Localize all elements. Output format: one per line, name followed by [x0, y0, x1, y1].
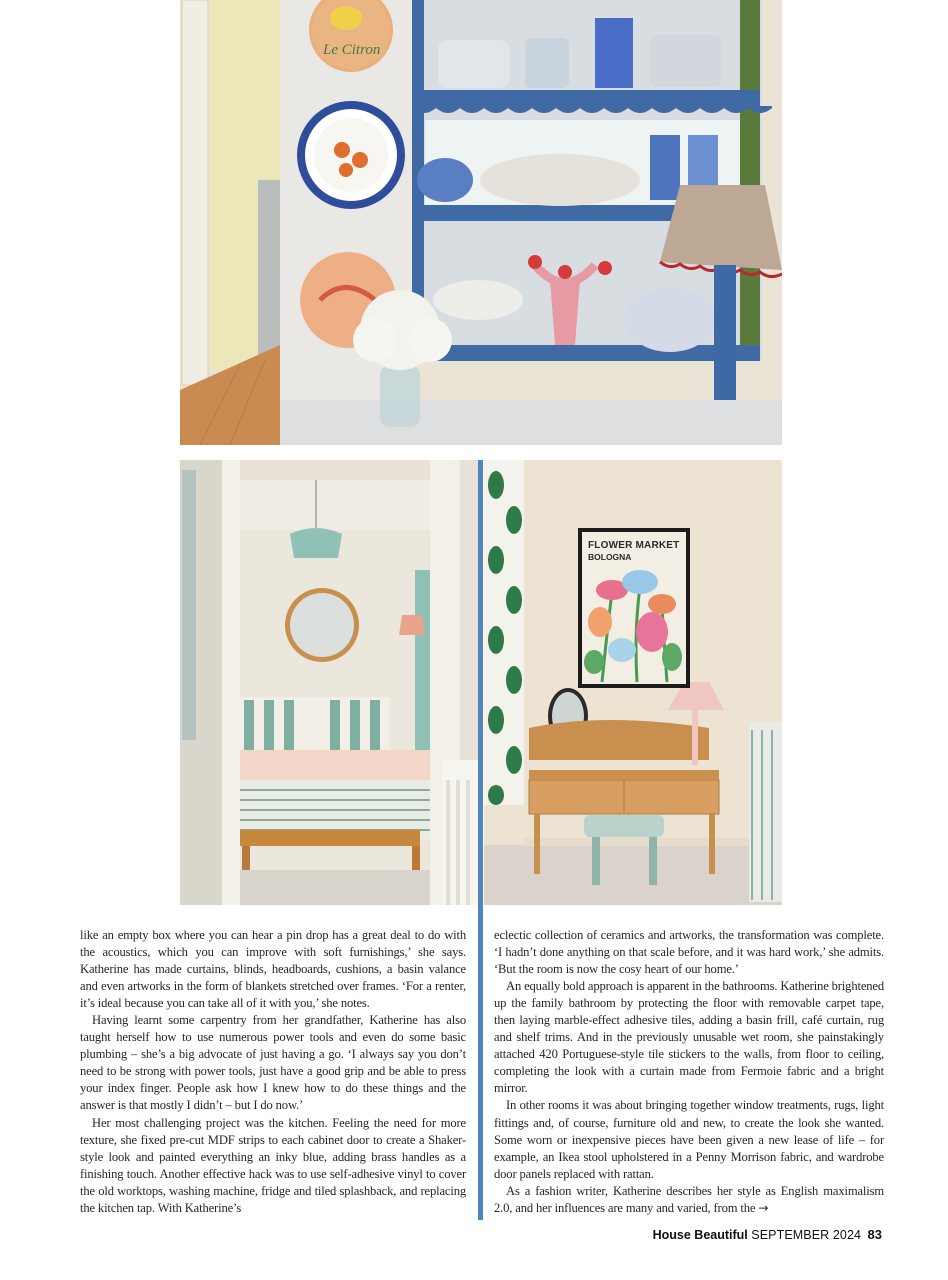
- magazine-brand: House Beautiful: [652, 1228, 748, 1242]
- paragraph-text: As a fashion writer, Katherine describes her style as English maximalism 2.0, and her influences are many and varied, from the: [494, 1183, 884, 1215]
- paragraph: Her most challenging project was the kitchen. Feeling the need for more texture, she fixed pre-cut MDF strips to each cabinet door to create a Shaker-style look and painted everything an inky blue, adding brass handles as a finishing touch. Another effective hack was to use self-adhesive vinyl to cover the old worktops, washing machine, fridge and tiled splashback, and replacing the kitchen tap. With Katherine’s: [80, 1115, 466, 1215]
- bedroom-illustration: [180, 460, 478, 905]
- photo-dressing-table: [484, 460, 782, 905]
- poster-title: FLOWER MARKET: [588, 540, 680, 551]
- plate-text: Le Citron: [323, 42, 381, 58]
- poster-subtitle: BOLOGNA: [588, 552, 632, 562]
- accent-column-rule: [478, 460, 483, 1220]
- page-footer: [653, 1227, 882, 1242]
- paragraph-last: [494, 1183, 884, 1217]
- article-column-left: [80, 927, 466, 1217]
- page-number: 83: [867, 1227, 882, 1242]
- article-column-right: [494, 927, 884, 1217]
- paragraph: Having learnt some carpentry from her grandfather, Katherine has also taught herself how to use numerous power tools and even do some basic plumbing – she’s a big advocate of just having a go. ‘I always say you don’t need to be strong with power tools, just have a good grip and be able to press your index finger. People ask how I knew how to do these things and the answer is that mostly I didn’t – but I do now.’: [80, 1013, 466, 1113]
- poster-flowers-art: [582, 532, 686, 684]
- photo-bedroom: [180, 460, 478, 905]
- flower-market-poster: [578, 528, 690, 688]
- paragraph: like an empty box where you can hear a pin drop has a great deal to do with the acoustics, which you can improve with soft furnishings,’ she says. Katherine has made curtains, blinds, headboards, cushions, a basin valance and even artworks in the form of blankets stretched over frames. ‘For a renter, it’s ideal because you can take all of it with you,’ she notes.: [80, 928, 466, 1011]
- photo-dresser-shelves: [180, 0, 782, 445]
- continue-arrow-icon: →: [758, 1200, 769, 1215]
- paragraph: eclectic collection of ceramics and artworks, the transformation was complete. ‘I hadn’t done anything on that scale before, and it was hard work,’ she admits. ‘But the room is now the cosy heart of our home.’: [494, 928, 884, 977]
- paragraph: An equally bold approach is apparent in the bathrooms. Katherine brightened up the family bathroom by protecting the floor with removable carpet tape, then laying marble-effect adhesive tiles, adding a basin frill, café curtain, rug and shelf trims. And in the previously unusable wet room, she painstakingly attached 420 Portuguese-style tile stickers to the walls, from floor to ceiling, completing the look with a curtain made from Fermoie fabric and a bright mirror.: [494, 979, 884, 1096]
- dresser-illustration: [180, 0, 782, 445]
- paragraph: In other rooms it was about bringing together window treatments, rugs, light fittings and, of course, furniture old and new, to create the look she wanted. Some worn or inexpensive pieces have been given a new lease of life – for example, an Ikea stool upholstered in a Penny Morrison fabric, and wardrobe door panels replaced with rattan.: [494, 1098, 884, 1181]
- issue-date: SEPTEMBER 2024: [751, 1228, 862, 1242]
